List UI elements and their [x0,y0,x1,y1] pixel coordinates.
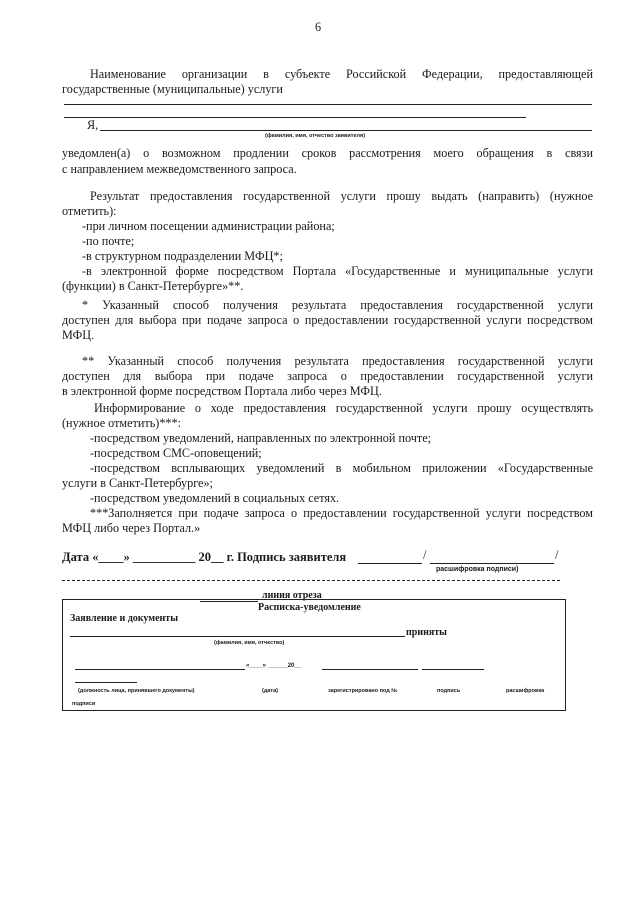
receipt-short-line [75,682,137,683]
receipt-caption-registered: зарегистрировано под № [328,688,398,694]
receipt-sign-line[interactable] [422,669,484,670]
inform-option-3-line-2: услуги в Санкт-Петербурге»; [62,476,213,490]
result-line-1: Результат предоставления государственной услуги прошу выдать (направить) (нужное [90,189,593,203]
receipt-name-caption: (фамилия, имя, отчество) [214,640,285,646]
receipt-caption-decode: расшифровка [506,688,545,694]
receipt-name-line[interactable] [70,636,405,637]
receipt-position-line[interactable] [75,669,245,670]
note-2-line-3: в электронной форме посредством Портала либо через МФЦ. [62,384,382,398]
notified-line-2: с направлением межведомственного запроса. [62,162,297,176]
result-option-3: -в структурном подразделении МФЦ*; [82,249,283,263]
inform-line-1: Информирование о ходе предоставления государственной услуги прошу осуществлять [94,401,593,415]
note-1-line-3: МФЦ. [62,328,95,342]
inform-option-3-line-1: -посредством всплывающих уведомлений в мобильном приложении «Государственные [90,461,593,475]
org-blank-line-1 [64,104,592,105]
signature-slash-2: / [555,548,559,562]
receipt-caption-signature: подпись [437,688,461,694]
signature-slash-1: / [423,548,427,562]
result-option-1: -при личном посещении администрации района; [82,219,335,233]
inform-option-2: -посредством СМС-оповещений; [90,446,262,460]
inform-option-4: -посредством уведомлений в социальных сетях. [90,491,340,505]
receipt-docs-label: Заявление и документы [70,613,179,624]
receipt-title: Расписка-уведомление [258,602,361,613]
receipt-accepted-label: приняты [406,627,447,638]
receipt-reg-line[interactable] [322,669,418,670]
org-line-1: Наименование организации в субъекте Российской Федерации, предоставляющей [90,67,593,81]
result-option-2: -по почте; [82,234,135,248]
result-option-4-line-2: (функции) в Санкт-Петербурге»**. [62,279,244,293]
note-2-line-2: доступен для выбора при подаче запроса о предоставлении государственной услуги [62,369,593,383]
applicant-name-line[interactable] [100,130,592,131]
inform-option-1: -посредством уведомлений, направленных по электронной почте; [90,431,432,445]
signature-caption: расшифровка подписи) [436,566,519,573]
receipt-caption-signatures: подписи [72,701,96,707]
cut-line-label: линия отреза [262,590,322,601]
signature-line[interactable] [358,563,422,564]
receipt-caption-date: (дата) [262,688,278,694]
note-3-line-2: МФЦ либо через Портал.» [62,521,201,535]
result-option-4-line-1: -в электронной форме посредством Портала «Государственные и муниципальные услуги [82,264,593,278]
org-blank-line-2 [64,117,526,118]
note-1-line-2: доступен для выбора при подаче запроса о предоставлении государственной услуги посредством [62,313,593,327]
cut-dashed-line [62,580,560,581]
receipt-date-marks[interactable]: «____» ______20__ [246,663,302,669]
inform-line-2: (нужное отметить)***: [62,416,181,430]
note-1-line-1: * Указанный способ получения результата предоставления государственной услуги [82,298,593,312]
page-number: 6 [315,20,322,34]
signature-decode-line[interactable] [430,563,554,564]
org-line-2: государственные (муниципальные) услуги [62,82,283,96]
notified-line-1: уведомлен(а) о возможном продлении сроков рассмотрения моего обращения в связи [62,146,593,160]
note-2-line-1: ** Указанный способ получения результата предоставления государственной услуги [82,354,593,368]
signature-date-label: Дата «____» __________ 20__ г. Подпись заявителя [62,550,347,564]
receipt-caption-position: (должность лица, принявшего документы) [78,688,195,694]
applicant-name-caption: (фамилия, имя, отчество заявителя) [265,133,366,139]
ya-label: Я, [87,118,99,132]
result-line-2: отметить): [62,204,117,218]
note-3-line-1: ***Заполняется при подаче запроса о предоставлении государственной услуги посредством [90,506,593,520]
